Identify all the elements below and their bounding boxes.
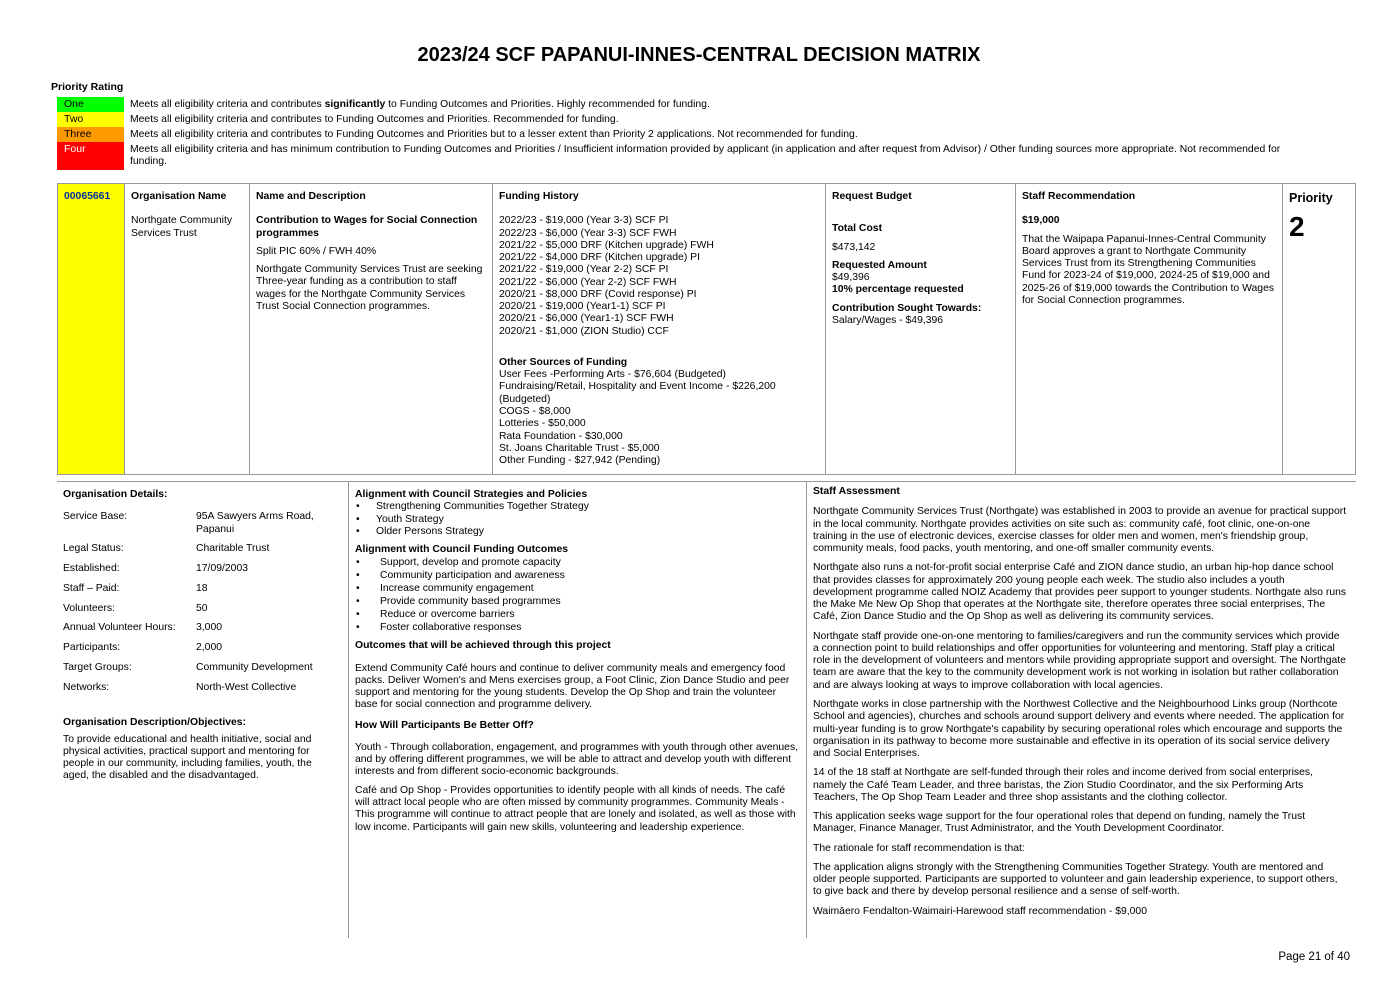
decision-matrix-row <box>57 183 1356 475</box>
organisation-details-heading: Organisation Details: <box>63 489 168 500</box>
list-item: • Community participation and awareness <box>355 569 801 582</box>
list-item: • Reduce or overcome barriers <box>355 608 801 621</box>
swatch-two: Two <box>57 112 124 127</box>
priority-value: 2 <box>1289 210 1305 242</box>
column-divider <box>348 481 349 938</box>
request-budget-cell <box>826 184 1016 474</box>
funding-history-item: 2021/22 - $6,000 (Year 2-2) SCF FWH <box>499 276 677 288</box>
organisation-description-heading: Organisation Description/Objectives: <box>63 717 247 729</box>
contribution-label: Contribution Sought Towards: <box>832 302 982 314</box>
strategies-list <box>355 501 801 538</box>
column-divider <box>806 481 807 938</box>
funding-history-item: 2021/22 - $4,000 DRF (Kitchen upgrade) PI <box>499 252 701 264</box>
assessment-paragraph: Northgate works in close partnership with the Northwest Collective and the Neighbourhood Links group (Northcote School and agencies), churches and schools around support delivery and events where needed. The application for multi-year funding is to grow Northgate's capability by securing operational roles which encourage and supports the organisation in its pathway to become more sustainable and effective in its operation of its social service delivery and Social Enterprises. <box>813 698 1345 760</box>
staff-recommendation-cell <box>1016 184 1283 474</box>
legend-text-two: Meets all eligibility criteria and contributes to Funding Outcomes and Priorities. Recommended for funding. <box>130 114 619 125</box>
total-cost-value: $473,142 <box>832 241 876 253</box>
details-row: Participants: 2,000 <box>63 642 223 654</box>
swatch-four: Four <box>57 142 124 170</box>
other-sources-list <box>499 369 819 467</box>
better-off-heading: How Will Participants Be Better Off? <box>355 719 534 731</box>
contribution-value: Salary/Wages - $49,396 <box>832 314 944 326</box>
other-source-item: COGS - $8,000 <box>499 405 571 417</box>
list-item: • Foster collaborative responses <box>355 621 801 634</box>
organisation-name-header: Organisation Name <box>131 191 227 202</box>
funding-split: Split PIC 60% / FWH 40% <box>256 245 377 257</box>
details-row: Volunteers: 50 <box>63 602 208 614</box>
staff-assessment <box>813 486 1347 925</box>
strategies-heading: Alignment with Council Strategies and Policies <box>355 489 588 500</box>
other-source-item: Rata Foundation - $30,000 <box>499 430 623 442</box>
requested-amount-label: Requested Amount <box>832 259 927 271</box>
assessment-paragraph: Northgate Community Services Trust (Northgate) was established in 2003 to provide an avenue for practical support in the local community. Northgate provides activities on site such as: community café, foot clinic, one-on-one training in the use of electronic devices, exercise classes for older men and women, men's friendship group, community meals, food packs, youth mentoring, and one-off smaller community events. <box>813 506 1347 555</box>
legend-row-one <box>57 97 1317 112</box>
priority-header: Priority <box>1289 191 1333 205</box>
legend-text-one: Meets all eligibility criteria and contributes significantly to Funding Outcomes and Priorities. Highly recommended for funding. <box>130 99 710 110</box>
details-row: Legal Status: Charitable Trust <box>63 543 270 555</box>
outcomes-heading: Alignment with Council Funding Outcomes <box>355 544 568 556</box>
funding-history-header: Funding History <box>499 191 579 202</box>
assessment-paragraph: This application seeks wage support for the four operational roles that depend on funding, namely the Trust Manager, Finance Manager, Trust Administrator, and the Youth Development Coordinator. <box>813 811 1306 835</box>
staff-recommendation-amount: $19,000 <box>1022 215 1060 227</box>
funding-history-item: 2020/21 - $8,000 DRF (Covid response) PI <box>499 288 697 300</box>
organisation-description: To provide educational and health initiative, social and physical activities, practical support and mentoring for people in our community, including families, youth, the aged, the disabled and the disadvantaged. <box>63 733 312 782</box>
swatch-one: One <box>57 97 124 112</box>
assessment-paragraph: The application aligns strongly with the Strengthening Communities Together Strategy. Youth are mentored and older people supported. Participants are supported to volunteer and gain leadership experience, to support others, to give back and there by develop personal resilience and a sense of self-worth. <box>813 861 1338 898</box>
name-description-cell <box>250 184 493 474</box>
request-budget-header: Request Budget <box>832 191 912 202</box>
details-row: Networks: North-West Collective <box>63 681 297 693</box>
other-source-item: St. Joans Charitable Trust - $5,000 <box>499 442 660 454</box>
list-item: • Support, develop and promote capacity <box>355 556 801 569</box>
other-source-item: User Fees -Performing Arts - $76,604 (Budgeted) <box>499 369 726 381</box>
legend-row-four <box>57 142 1317 170</box>
organisation-name: Northgate Community Services Trust <box>131 215 233 239</box>
other-source-item: Other Funding - $27,942 (Pending) <box>499 455 661 467</box>
other-source-item: Lotteries - $50,000 <box>499 418 586 430</box>
assessment-paragraph: Northgate also runs a not-for-profit social enterprise Café and ZION dance studio, an urban hip-hop dance school that provides classes for approximately 200 young people each week. The studio also includes a youth development programme called NOIZ Academy that provides peer support to younger students. Northgate also runs the Make Me New Op Shop that operates at the Northgate site, therefore operates three social enterprises, The Café, Zion Dance Studio and the Op Shop as well as delivering its community services. <box>813 562 1347 623</box>
funding-history-item: 2022/23 - $19,000 (Year 3-3) SCF PI <box>499 215 669 227</box>
outcomes-achieved-text: Extend Community Café hours and continue to deliver community meals and emergency food packs. Deliver Women's and Mens exercises group, a Foot Clinic, Zion Dance Studio and peer support and mentoring for the young students. Develop the Op Shop and train the volunteer base for social connection and programme delivery. <box>355 662 790 711</box>
assessment-paragraph: Northgate staff provide one-on-one mentoring to families/caregivers and run the community services which provide a connection point to build relationships and offer opportunities for volunteering and mentoring. Staff play a critical role in the development of volunteers and mentors while providing appropriate support and oversight. The Northgate team are aware that the key to the community development work is not working in isolation but rather collaboration and are always looking at ways to improve collaboration with local agencies. <box>813 630 1346 691</box>
better-off-text: Youth - Through collaboration, engagement, and programmes with youth through other avenues, and by offering different programmes, we will be able to attract and develop youth with different interests and from different socio-economic backgrounds. <box>355 741 799 778</box>
funding-history-item: 2020/21 - $19,000 (Year1-1) SCF PI <box>499 301 666 313</box>
details-row: Established: 17/09/2003 <box>63 563 249 575</box>
page-number: Page 21 of 40 <box>1278 951 1350 963</box>
swatch-three: Three <box>57 127 124 142</box>
funding-history-item: 2020/21 - $6,000 (Year1-1) SCF FWH <box>499 313 674 325</box>
details-row: Staff – Paid: 18 <box>63 582 208 594</box>
list-item: • Provide community based programmes <box>355 595 801 608</box>
priority-cell <box>1283 184 1355 474</box>
list-item: • Strengthening Communities Together Strategy <box>355 501 801 513</box>
legend-text-three: Meets all eligibility criteria and contributes to Funding Outcomes and Priorities but to a lesser extent than Priority 2 applications. Not recommended for funding. <box>130 129 858 140</box>
requested-amount-value: $49,396 <box>832 272 870 284</box>
priority-rating-heading: Priority Rating <box>51 81 124 93</box>
legend-row-three <box>57 127 1317 142</box>
list-item: • Increase community engagement <box>355 582 801 595</box>
details-row: Service Base: 95A Sawyers Arms Road, Papanui <box>63 511 314 535</box>
funding-history-cell <box>493 184 826 474</box>
name-description-header: Name and Description <box>256 191 366 202</box>
funding-history-list <box>499 215 819 338</box>
staff-recommendation-header: Staff Recommendation <box>1022 191 1136 202</box>
funding-history-item: 2021/22 - $19,000 (Year 2-2) SCF PI <box>499 264 669 276</box>
funding-history-item: 2021/22 - $5,000 DRF (Kitchen upgrade) FWH <box>499 239 714 251</box>
assessment-paragraph: Waimāero Fendalton-Waimairi-Harewood staff recommendation - $9,000 <box>813 905 1147 917</box>
divider <box>57 481 1356 482</box>
list-item: • Youth Strategy <box>355 514 801 526</box>
project-title: Contribution to Wages for Social Connection programmes <box>256 215 478 239</box>
details-row: Annual Volunteer Hours: 3,000 <box>63 622 223 634</box>
legend-row-two <box>57 112 1317 127</box>
staff-recommendation-text: That the Waipapa Papanui-Innes-Central Community Board approves a grant to Northgate Community Services Trust from its Strengthening Communities Fund for 2023-24 of $19,000, 2024-25 of $19,000 and 2025-26 of $19,000 towards the Contribution to Wages for Social Connection programmes. <box>1022 233 1275 306</box>
page-title: 2023/24 SCF PAPANUI-INNES-CENTRAL DECISION MATRIX <box>417 44 981 66</box>
assessment-paragraph: 14 of the 18 staff at Northgate are self-funded through their roles and income derived from social enterprises, namely the Café Team Leader, and three baristas, the Zion Studio Coordinator, and the six Performing Arts Teachers, The Op Shop Team Leader and three shop assistants and the clothing collector. <box>813 767 1313 803</box>
legend-text-four: Meets all eligibility criteria and has minimum contribution to Funding Outcomes and Priorities / Insufficient information provided by applicant (in application and after request from Advisor) / Other funding sources more appropriate. Not recommended for funding. <box>130 144 1281 168</box>
staff-assessment-heading: Staff Assessment <box>813 486 900 497</box>
organisation-name-cell <box>125 184 250 474</box>
assessment-paragraph: The rationale for staff recommendation is that: <box>813 842 1025 854</box>
alignment-section <box>355 489 801 840</box>
outcomes-achieved-heading: Outcomes that will be achieved through this project <box>355 640 611 652</box>
funding-history-item: 2020/21 - $1,000 (ZION Studio) CCF <box>499 325 669 337</box>
application-id: 00065661 <box>58 184 125 474</box>
details-row: Target Groups: Community Development <box>63 661 313 673</box>
organisation-details <box>63 489 325 783</box>
priority-legend <box>57 97 1317 170</box>
better-off-text: Café and Op Shop - Provides opportunities to identify people with all kinds of needs. The café will attract local people who are often missed by community programmes. Community Meals - This programme will continue to attract people that are lonely and isolated, as well as those with low income. Participants will gain new skills, volunteering and leadership experience. <box>355 784 796 833</box>
list-item: • Older Persons Strategy <box>355 526 801 538</box>
outcomes-list <box>355 556 801 634</box>
other-source-item: Fundraising/Retail, Hospitality and Event Income - $226,200 (Budgeted) <box>499 381 776 405</box>
total-cost-label: Total Cost <box>832 223 883 235</box>
other-sources-header: Other Sources of Funding <box>499 356 628 368</box>
funding-history-item: 2022/23 - $6,000 (Year 3-3) SCF FWH <box>499 227 677 239</box>
percentage-requested: 10% percentage requested <box>832 284 964 296</box>
project-description: Northgate Community Services Trust are seeking Three-year funding as a contribution to staff wages for the Northgate Community Services Trust Social Connection programmes. <box>256 264 483 312</box>
